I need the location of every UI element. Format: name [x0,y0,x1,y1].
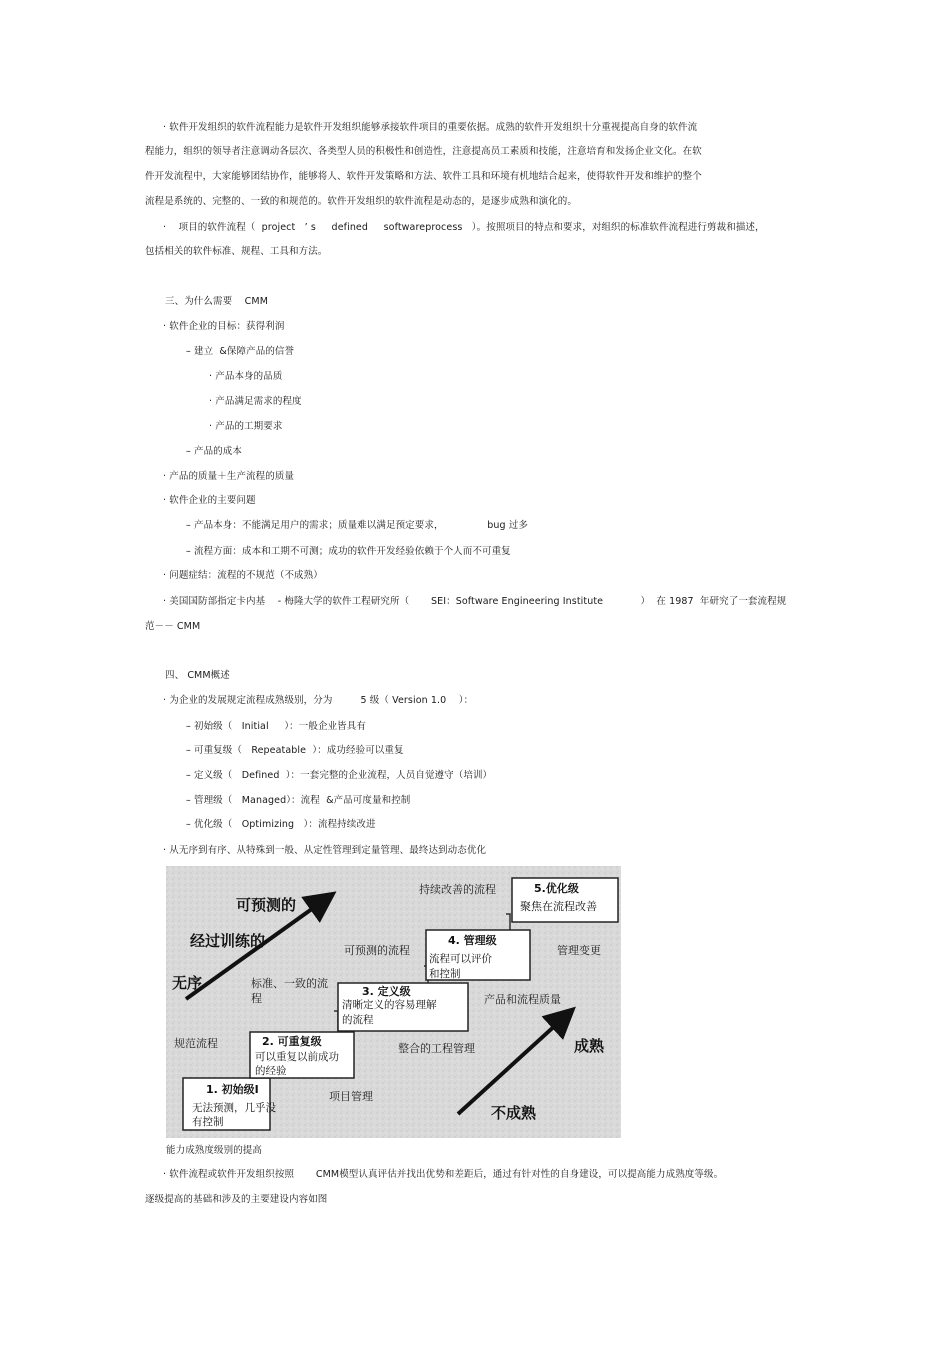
section3-item: · 产品的工期要求 [209,421,283,432]
figure-caption: 能力成熟度级别的提高 [166,1145,263,1156]
para1-line3: 件开发流程中，大家能够团结协作，能够将人、软件开发策略和方法、软件工具和环境有机地结合起来，使得软件开发和维护的整个 [145,171,702,182]
svg-text:1. 初始级I: 1. 初始级I [206,1083,259,1096]
section3-item: · 软件企业的主要问题 [163,495,256,506]
section4-item: – 初始级（ Initial ）：一般企业皆具有 [186,721,366,732]
svg-text:4. 管理级: 4. 管理级 [448,934,497,947]
svg-text:无法预测，几乎没: 无法预测，几乎没 [192,1102,276,1114]
para1-line2: 程能力，组织的领导者注意调动各层次、各类型人员的积极性和创造性，注意提高员工素质和技能，注意培育和发扬企业文化。在软 [145,146,702,157]
svg-text:有控制: 有控制 [192,1116,224,1128]
level-5-box [512,878,618,922]
svg-text:2. 可重复级: 2. 可重复级 [262,1035,322,1048]
section3-item: 范－－ CMM [145,621,201,632]
label-standard-1: 标准、一致的流 [251,977,328,990]
section4-item: · 从无序到有序、从特殊到一般、从定性管理到定量管理、最终达到动态优化 [163,845,487,856]
svg-text:流程可以评价: 流程可以评价 [429,953,492,965]
label-product-quality: 产品和流程质量 [484,993,561,1006]
section3-heading: 三、为什么需要 CMM [165,296,269,307]
label-standard-2: 程 [251,992,262,1005]
closing-line1: · 软件流程或软件开发组织按照 CMM模型认真评估并找出优势和差距后，通过有针对性的自身建设，可以提高能力成熟度等级。 [163,1169,724,1180]
level-2-box [250,1032,354,1078]
level-3-box [338,983,468,1031]
svg-text:可以重复以前成功: 可以重复以前成功 [255,1051,339,1063]
section3-item: – 流程方面：成本和工期不可测；成功的软件开发经验依赖于个人而不可重复 [186,546,511,557]
section3-item: · 软件企业的目标：获得利润 [163,321,285,332]
label-predictable-process: 可预测的流程 [344,944,410,957]
label-disorder: 无序 [172,974,203,992]
svg-text:清晰定义的容易理解: 清晰定义的容易理解 [342,999,437,1011]
section4-item: – 可重复级（ Repeatable ）：成功经验可以重复 [186,745,404,756]
label-immature: 不成熟 [491,1104,537,1122]
section3-item: · 产品本身的品质 [209,371,283,382]
section3-item: – 产品的成本 [186,446,242,457]
svg-text:和控制: 和控制 [429,968,461,980]
section3-item: · 产品的质量＋生产流程的质量 [163,471,295,482]
label-trained: 经过训练的 [190,932,266,950]
cmm-maturity-figure [166,866,621,1138]
section4-item: – 优化级（ Optimizing ）：流程持续改进 [186,819,376,830]
svg-text:3. 定义级: 3. 定义级 [362,985,411,998]
label-mature: 成熟 [574,1037,605,1055]
label-normative: 规范流程 [174,1037,218,1050]
svg-text:5.优化级: 5.优化级 [534,882,579,895]
label-integrated: 整合的工程管理 [398,1042,475,1055]
level-4-box [426,930,530,980]
svg-text:的经验: 的经验 [255,1065,287,1077]
label-management-change: 管理变更 [557,944,601,957]
label-project-mgmt: 项目管理 [329,1090,373,1103]
section3-item: · 美国国防部指定卡内基 - 梅隆大学的软件工程研究所（ SEI：Software Engineering Institute ） 在 1987 年研究了一套流程规 [163,596,787,607]
para1-line1: · 软件开发组织的软件流程能力是软件开发组织能够承接软件项目的重要依据。成熟的软件开发组织十分重视提高自身的软件流 [163,122,698,133]
section3-item: · 产品满足需求的程度 [209,396,302,407]
section4-heading: 四、 CMM概述 [165,670,230,681]
para1-line4: 流程是系统的、完整的、一致的和规范的。软件开发组织的软件流程是动态的，是逐步成熟和演化的。 [145,196,578,207]
level-1-box [183,1078,276,1130]
section4-item: – 定义级（ Defined ）：一套完整的企业流程，人员自觉遵守（培训） [186,770,493,781]
para2-line2: 包括相关的软件标准、规程、工具和方法。 [145,246,328,257]
section3-item: – 建立 &保障产品的信誉 [186,346,295,357]
section4-item: · 为企业的发展规定流程成熟级别，分为 5 级（ Version 1.0 ）： [163,695,474,706]
closing-line2: 逐级提高的基础和涉及的主要建设内容如图 [145,1194,328,1205]
section4-item: – 管理级（ Managed）：流程 &产品可度量和控制 [186,795,411,806]
para2-line1: · 项目的软件流程（ project ’ s defined softwareprocess ）。按照项目的特点和要求，对组织的标准软件流程进行剪裁和描述， [163,222,765,233]
section3-item: · 问题症结：流程的不规范（不成熟） [163,570,323,581]
svg-text:的流程: 的流程 [342,1014,374,1026]
svg-text:聚焦在流程改善: 聚焦在流程改善 [520,900,597,913]
section3-item: – 产品本身：不能满足用户的需求；质量难以满足预定要求， bug 过多 [186,520,528,531]
label-continuous: 持续改善的流程 [419,883,496,896]
label-predictable: 可预测的 [236,896,297,914]
